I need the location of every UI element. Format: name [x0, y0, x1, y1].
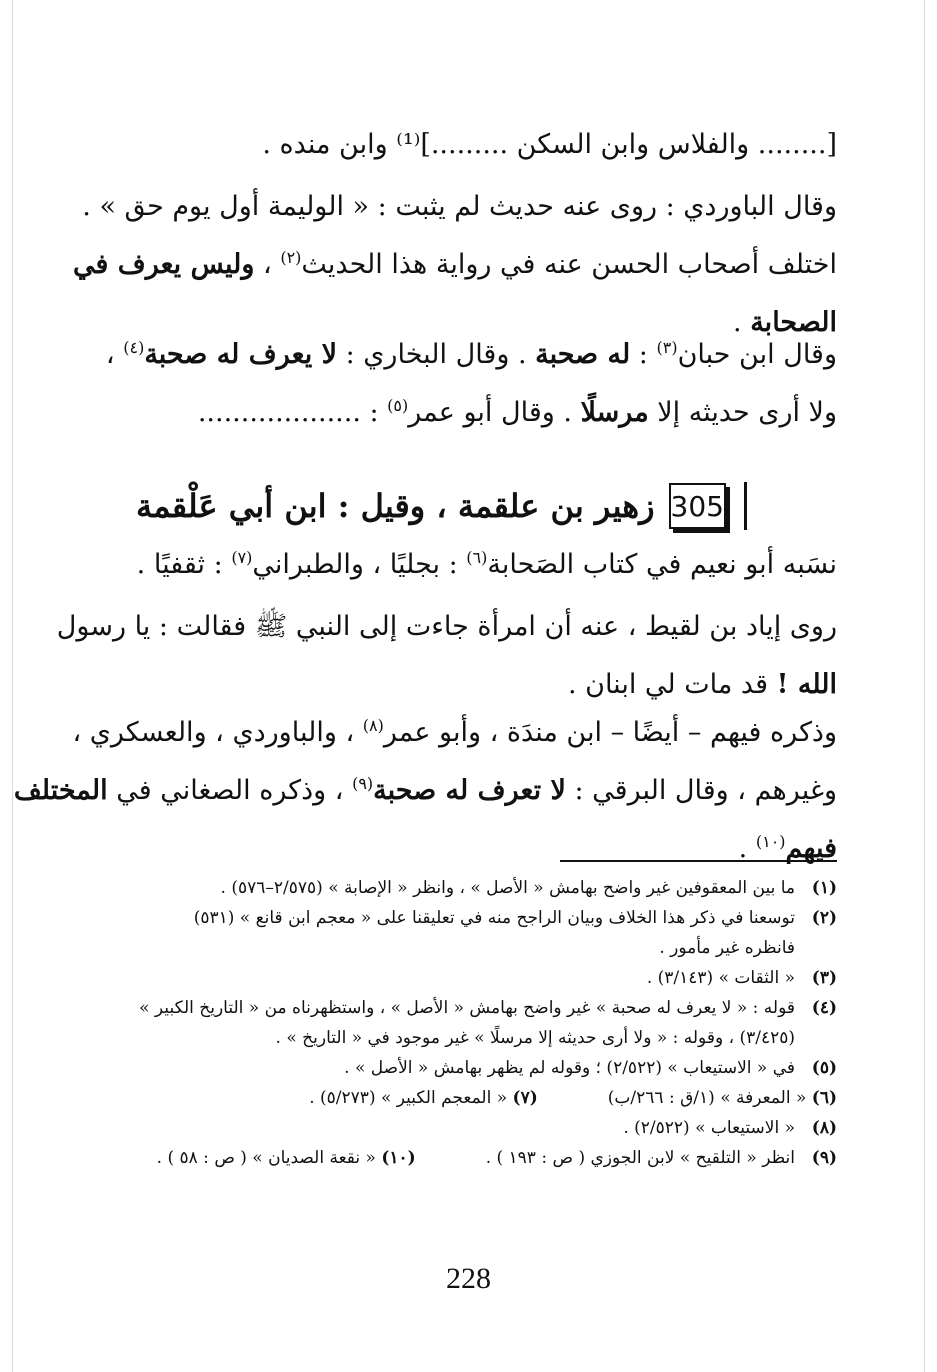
text-line: [97, 384, 837, 442]
footnote-number: [795, 933, 837, 963]
page-number: 228: [446, 1262, 491, 1295]
entry-number-box: 305: [669, 483, 726, 529]
footnote: [92, 873, 837, 903]
paragraph-6: [13, 704, 837, 878]
footnote-text: « المعرفة » (١/ق : ٢٦٦/ب): [607, 1088, 807, 1108]
bold-text: الصحابة: [750, 307, 837, 338]
footnote-pair: [92, 1083, 837, 1113]
text-run: . وقال أبو عمر: [408, 397, 581, 428]
paragraph-3: [97, 326, 837, 442]
bold-text: فيهم: [785, 833, 837, 864]
scan-edge-right: [924, 0, 925, 1372]
text-run: ولا أرى حديثه إلا: [648, 397, 837, 428]
bold-text: وليس يعرف في: [72, 249, 255, 280]
paragraph-5: [56, 598, 837, 714]
text-run: ، والباوردي ، والعسكري ،: [72, 717, 363, 748]
bold-text: المختلف: [13, 775, 108, 806]
footnote: [92, 1023, 837, 1053]
text-line: [72, 704, 837, 762]
footnote-ref: (٧): [231, 548, 253, 567]
paragraph-4: [97, 536, 837, 594]
footnote-text: انظر « التلقيح » لابن الجوزي ( ص : ١٩٣ ) .: [485, 1148, 795, 1168]
text-run: اختلف أصحاب الحسن عنه في رواية هذا الحديث: [301, 249, 837, 280]
text-line: [97, 326, 837, 384]
footnote-text: « الثقات » (٣/١٤٣) .: [646, 968, 795, 988]
footnote-number: (٨): [811, 1118, 837, 1138]
footnote: [157, 1143, 416, 1173]
footnote-ref: (٢): [280, 248, 302, 267]
footnote: [309, 1083, 538, 1113]
footnote-text: (٣/٤٢٥) ، وقوله : « ولا أرى حديثه إلا مرسلًا » غير موجود في « التاريخ » .: [275, 1028, 795, 1048]
text-run: : بجليًا ، والطبراني: [252, 549, 467, 580]
footnote-text: توسعنا في ذكر هذا الخلاف وبيان الراجح منه في تعليقنا على « معجم ابن قانع » (٥٣١): [193, 908, 795, 928]
text-run: :: [630, 339, 657, 370]
footnote-number: (٤): [811, 998, 837, 1018]
text-line: [........ والفلاس وابن السكن .........]⁽¹⁾ وابن منده .: [262, 129, 837, 160]
footnote-text: « نقعة الصديان » ( ص : ٥٨ ) .: [156, 1148, 376, 1168]
text-run: قد مات لي ابنان .: [567, 669, 777, 700]
footnote-pair: [92, 1143, 837, 1173]
bold-text: له صحبة: [535, 339, 631, 370]
footnote: [92, 1053, 837, 1083]
text-run: : ...................: [197, 397, 388, 428]
text-run: وغيرهم ، وقال البرقي :: [565, 775, 837, 806]
footnote-separator: [560, 860, 837, 862]
footnote: [92, 933, 837, 963]
bold-text: لا تعرف له صحبة: [373, 775, 566, 806]
footnote-text: ما بين المعقوفين غير واضح بهامش « الأصل » ، وانظر « الإصابة » (٢/٥٧٥–٥٧٦) .: [220, 878, 795, 898]
footnote-ref: (٥): [387, 396, 409, 415]
text-run: وقال ابن حبان: [677, 339, 837, 370]
footnote-text: فانظره غير مأمور .: [659, 938, 795, 958]
footnote-number: (٥): [811, 1058, 837, 1078]
footnote-ref: (١٠): [755, 832, 786, 851]
footnote-text: « المعجم الكبير » (٥/٢٧٣) .: [309, 1088, 508, 1108]
scan-edge-left: [12, 0, 13, 1372]
footnote-ref: (٤): [123, 338, 145, 357]
text-run: ،: [254, 249, 281, 280]
entry-heading: [136, 476, 747, 536]
footnote-number: [795, 1023, 837, 1053]
footnote-text: قوله : « لا يعرف له صحبة » غير واضح بهامش « الأصل » ، واستظهرناه من « التاريخ الكبير »: [139, 998, 795, 1018]
footnote-number: (١٠): [381, 1148, 416, 1168]
footnote: [608, 1083, 837, 1113]
footnote: [92, 903, 837, 933]
footnote-number: (١): [811, 878, 837, 898]
text-run: ، وذكره الصغاني في: [107, 775, 353, 806]
footnote-number: (٩): [811, 1148, 837, 1168]
footnote-number: (٧): [512, 1088, 538, 1108]
text-line: [97, 820, 837, 878]
entry-title: زهير بن علقمة ، وقيل : ابن أبي عَلْقمة: [136, 487, 655, 525]
text-line: [97, 536, 837, 594]
text-line: وقال الباوردي : روى عنه حديث لم يثبت : « الوليمة أول يوم حق » .: [82, 191, 837, 222]
heading-bracket: [744, 482, 747, 530]
footnote: [92, 1113, 837, 1143]
paragraph-1: [97, 116, 837, 174]
footnote-ref: (٨): [362, 716, 384, 735]
footnote-number: (٦): [811, 1088, 837, 1108]
footnote-ref: (٣): [656, 338, 678, 357]
footnotes: [92, 873, 837, 1173]
footnote-text: « الاستيعاب » (٢/٥٢٢) .: [623, 1118, 795, 1138]
footnote-ref: (٩): [352, 774, 374, 793]
footnote-number: (٣): [811, 968, 837, 988]
bold-text: لا يعرف له صحبة: [144, 339, 338, 370]
text-line: [72, 236, 837, 294]
text-run: نسَبه أبو نعيم في كتاب الصَحابة: [487, 549, 837, 580]
footnote-text: في « الاستيعاب » (٢/٥٢٢) ؛ وقوله لم يظهر بهامش « الأصل » .: [344, 1058, 795, 1078]
text-run: وذكره فيهم – أيضًا – ابن مندَة ، وأبو عمر: [383, 717, 837, 748]
footnote-number: (٢): [811, 908, 837, 928]
footnote: [92, 993, 837, 1023]
text-run: .: [738, 833, 756, 864]
text-run: .: [733, 307, 751, 338]
bold-text: مرسلًا: [580, 397, 649, 428]
text-run: ،: [105, 339, 124, 370]
bold-text: الله !: [776, 669, 837, 700]
text-run: . وقال البخاري :: [337, 339, 536, 370]
text-line: روى إياد بن لقيط ، عنه أن امرأة جاءت إلى النبي ﷺ فقالت : يا رسول: [56, 611, 837, 642]
footnote-ref: (٦): [466, 548, 488, 567]
text-run: : ثقفيًا .: [136, 549, 232, 580]
footnote: [92, 963, 837, 993]
text-line: [13, 762, 837, 820]
